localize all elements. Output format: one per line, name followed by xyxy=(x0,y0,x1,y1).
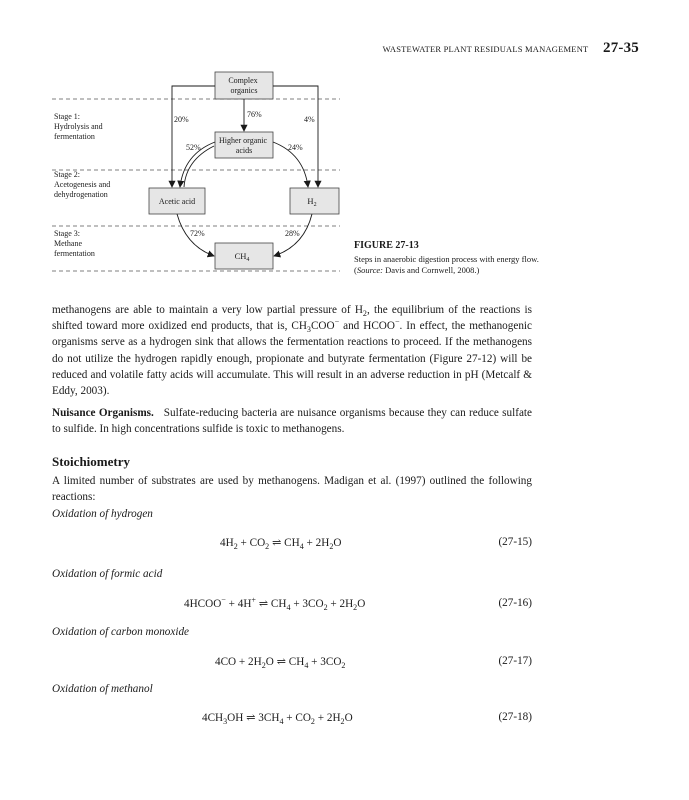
running-header xyxy=(50,40,639,57)
equation-number: (27-16) xyxy=(498,597,532,609)
stage1-label: Stage 1: Hydrolysis and fermentation xyxy=(54,112,103,141)
reaction-label-carbon-monoxide: Oxidation of carbon monoxide xyxy=(52,626,190,638)
equation-27-16-expression: 4HCOO− + 4H+ ⇌ $CH_4 + 3CO_2 + 2H_2O$ xyxy=(184,595,366,613)
figure-caption-text: Steps in anaerobic digestion process with energy flow. (Source: Davis and Cornwell, 2008.) xyxy=(354,254,539,276)
section-heading-stoichiometry: Stoichiometry xyxy=(52,454,130,469)
figure-number: FIGURE 27-13 xyxy=(354,240,419,251)
pct-52-label: 52% xyxy=(186,143,201,152)
arrow-higher-to-acetic-double xyxy=(184,146,214,187)
equation-number: (27-17) xyxy=(498,655,532,667)
equation-27-17-expression: $4CO + 2H_2O$ ⇌ $CH_4 + 3CO_2$ xyxy=(215,656,346,671)
stage3-label: Stage 3: Methane fermentation xyxy=(54,229,95,258)
reaction-label-formic-acid: Oxidation of formic acid xyxy=(52,568,163,580)
anaerobic-digestion-diagram xyxy=(0,60,689,290)
nuisance-heading: Nuisance Organisms. xyxy=(52,407,154,419)
pct-72-label: 72% xyxy=(190,229,205,238)
pct-24-label: 24% xyxy=(288,143,303,152)
page-number: 27-35 xyxy=(603,40,639,56)
box-methane-label: $CH_4$ xyxy=(234,251,250,263)
box-acetic-acid-label: Acetic acid xyxy=(158,197,196,206)
box-higher-organic-acids-label: Higher organic acids xyxy=(218,136,268,155)
running-title: WASTEWATER PLANT RESIDUALS MANAGEMENT xyxy=(382,44,589,54)
reaction-label-hydrogen: Oxidation of hydrogen xyxy=(52,508,153,520)
stage2-label: Stage 2: Acetogenesis and dehydrogenation xyxy=(54,170,111,199)
pct-28-label: 28% xyxy=(285,229,300,238)
pct-4-label: 4% xyxy=(304,115,315,124)
equation-number: (27-15) xyxy=(498,536,532,548)
paragraph-stoichiometry-intro: A limited number of substrates are used by methanogens. Madigan et al. (1997) outlined the following reactions: xyxy=(52,475,532,504)
box-complex-organics-label: Complex organics xyxy=(228,76,258,95)
equation-27-18-expression: $4CH_3OH$ ⇌ $3CH_4 + CO_2 + 2H_2O$ xyxy=(202,712,353,727)
pct-20-label: 20% xyxy=(174,115,189,124)
figure-caption xyxy=(354,240,554,277)
equation-number: (27-18) xyxy=(498,711,532,723)
box-hydrogen-label: $H_2$ xyxy=(307,196,317,208)
box-hydrogen xyxy=(290,188,339,214)
arrow-complex-to-acetic xyxy=(172,86,215,187)
paragraph-methanogens: methanogens are able to maintain a very low partial pressure of $H_2$, the equilibrium of the reactions is shifted toward more oxidized end products, that is, $CH_3COO^-$ and HCOO−. In effect, the methanogenic organisms serve as a hydrogen sink that allows the fermentation reactions to proceed. If the methanogens do not utilize the hydrogen rapidly enough, propionate and butyrate fermentation (Figure 27-12) will be reduced and volatile fatty acids will accumulate. This will result in an adverse reduction in pH (Metcalf & Eddy, 2003). xyxy=(52,304,533,398)
arrow-complex-to-h2 xyxy=(273,86,318,187)
equation-27-15-expression: $4H_2 + CO_2$ ⇌ $CH_4 + 2H_2O$ xyxy=(220,537,342,552)
paragraph-nuisance-organisms: Nuisance Organisms. Sulfate-reducing bacteria are nuisance organisms because they can reduce sulfate to sulfide. In high concentrations sulfide is toxic to methanogens. xyxy=(52,407,532,436)
pct-76-label: 76% xyxy=(247,110,262,119)
reaction-label-methanol: Oxidation of methanol xyxy=(52,683,153,695)
